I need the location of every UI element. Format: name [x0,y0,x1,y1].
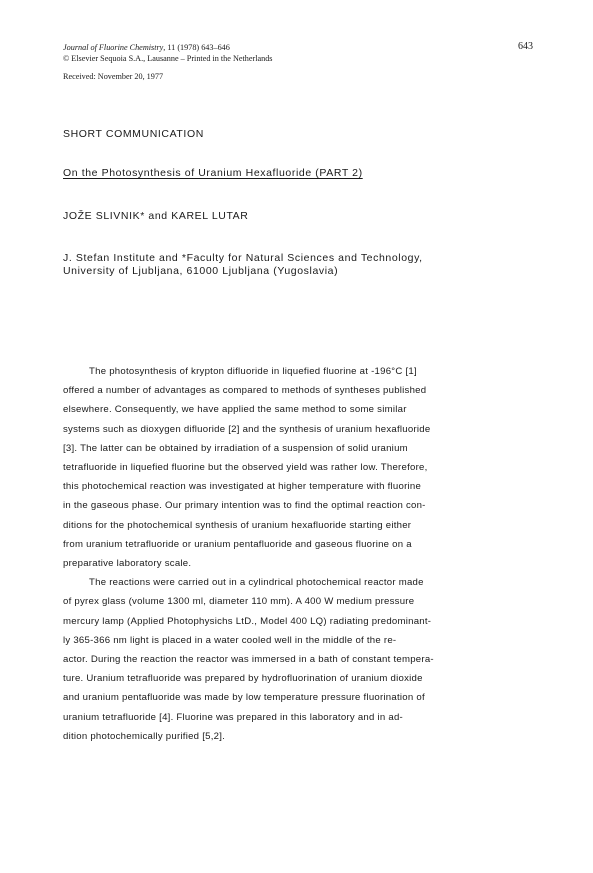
body-line: uranium tetrafluoride [4]. Fluorine was prepared in this laboratory and in ad- [63,711,403,723]
affiliation-line: J. Stefan Institute and *Faculty for Natural Sciences and Technology, [63,252,423,264]
body-line: of pyrex glass (volume 1300 ml, diameter 110 mm). A 400 W medium pressure [63,596,415,608]
body-line: mercury lamp (Applied Photophysichs LtD., Model 400 LQ) radiating predominant- [63,615,432,627]
journal-citation: , 11 (1978) 643–646 [163,43,230,52]
body-line: [3]. The latter can be obtained by irradiation of a suspension of solid uranium [63,442,408,454]
body-line: The reactions were carried out in a cylindrical photochemical reactor made [89,577,424,589]
body-line: preparative laboratory scale. [63,558,192,570]
body-line: elsewhere. Consequently, we have applied the same method to some similar [63,404,407,416]
body-line: ly 365-366 nm light is placed in a water cooled well in the middle of the re- [63,634,397,646]
body-line: The photosynthesis of krypton difluoride in liquefied fluorine at -196°C [1] [89,366,417,377]
article-title: On the Photosynthesis of Uranium Hexafluoride (PART 2) [63,167,363,179]
publisher-line: © Elsevier Sequoia S.A., Lausanne – Printed in the Netherlands [63,54,273,63]
citation-line [63,42,230,53]
received-date: Received: November 20, 1977 [63,72,164,81]
body-line: in the gaseous phase. Our primary intention was to find the optimal reaction con- [63,500,426,512]
body-line: dition photochemically purified [5,2]. [63,730,226,742]
body-line: and uranium pentafluoride was made by low temperature pressure fluorination of [63,692,425,704]
body-line: systems such as dioxygen difluoride [2] and the synthesis of uranium hexafluoride [63,423,431,435]
affiliation [63,252,423,278]
body-line: actor. During the reaction the reactor was immersed in a bath of constant tempera- [63,654,434,666]
body-line: tetrafluoride in liquefied fluorine but the observed yield was rather low. Therefore, [63,462,428,474]
body-line: ditions for the photochemical synthesis of uranium hexafluoride starting either [63,519,412,531]
body-text [63,362,529,746]
page-number: 643 [518,41,533,52]
journal-header [63,42,533,82]
affiliation-line: University of Ljubljana, 61000 Ljubljana (Yugoslavia) [63,265,339,277]
body-line: offered a number of advantages as compared to methods of syntheses published [63,385,427,397]
body-line: ture. Uranium tetrafluoride was prepared by hydrofluorination of uranium dioxide [63,673,423,685]
body-line: from uranium tetrafluoride or uranium pentafluoride and gaseous fluorine on a [63,538,412,550]
journal-name: Journal of Fluorine Chemistry [63,43,164,52]
authors: JOŽE SLIVNIK* and KAREL LUTAR [63,210,249,222]
body-line: this photochemical reaction was investigated at higher temperature with fluorine [63,481,422,493]
section-label: SHORT COMMUNICATION [63,128,204,140]
